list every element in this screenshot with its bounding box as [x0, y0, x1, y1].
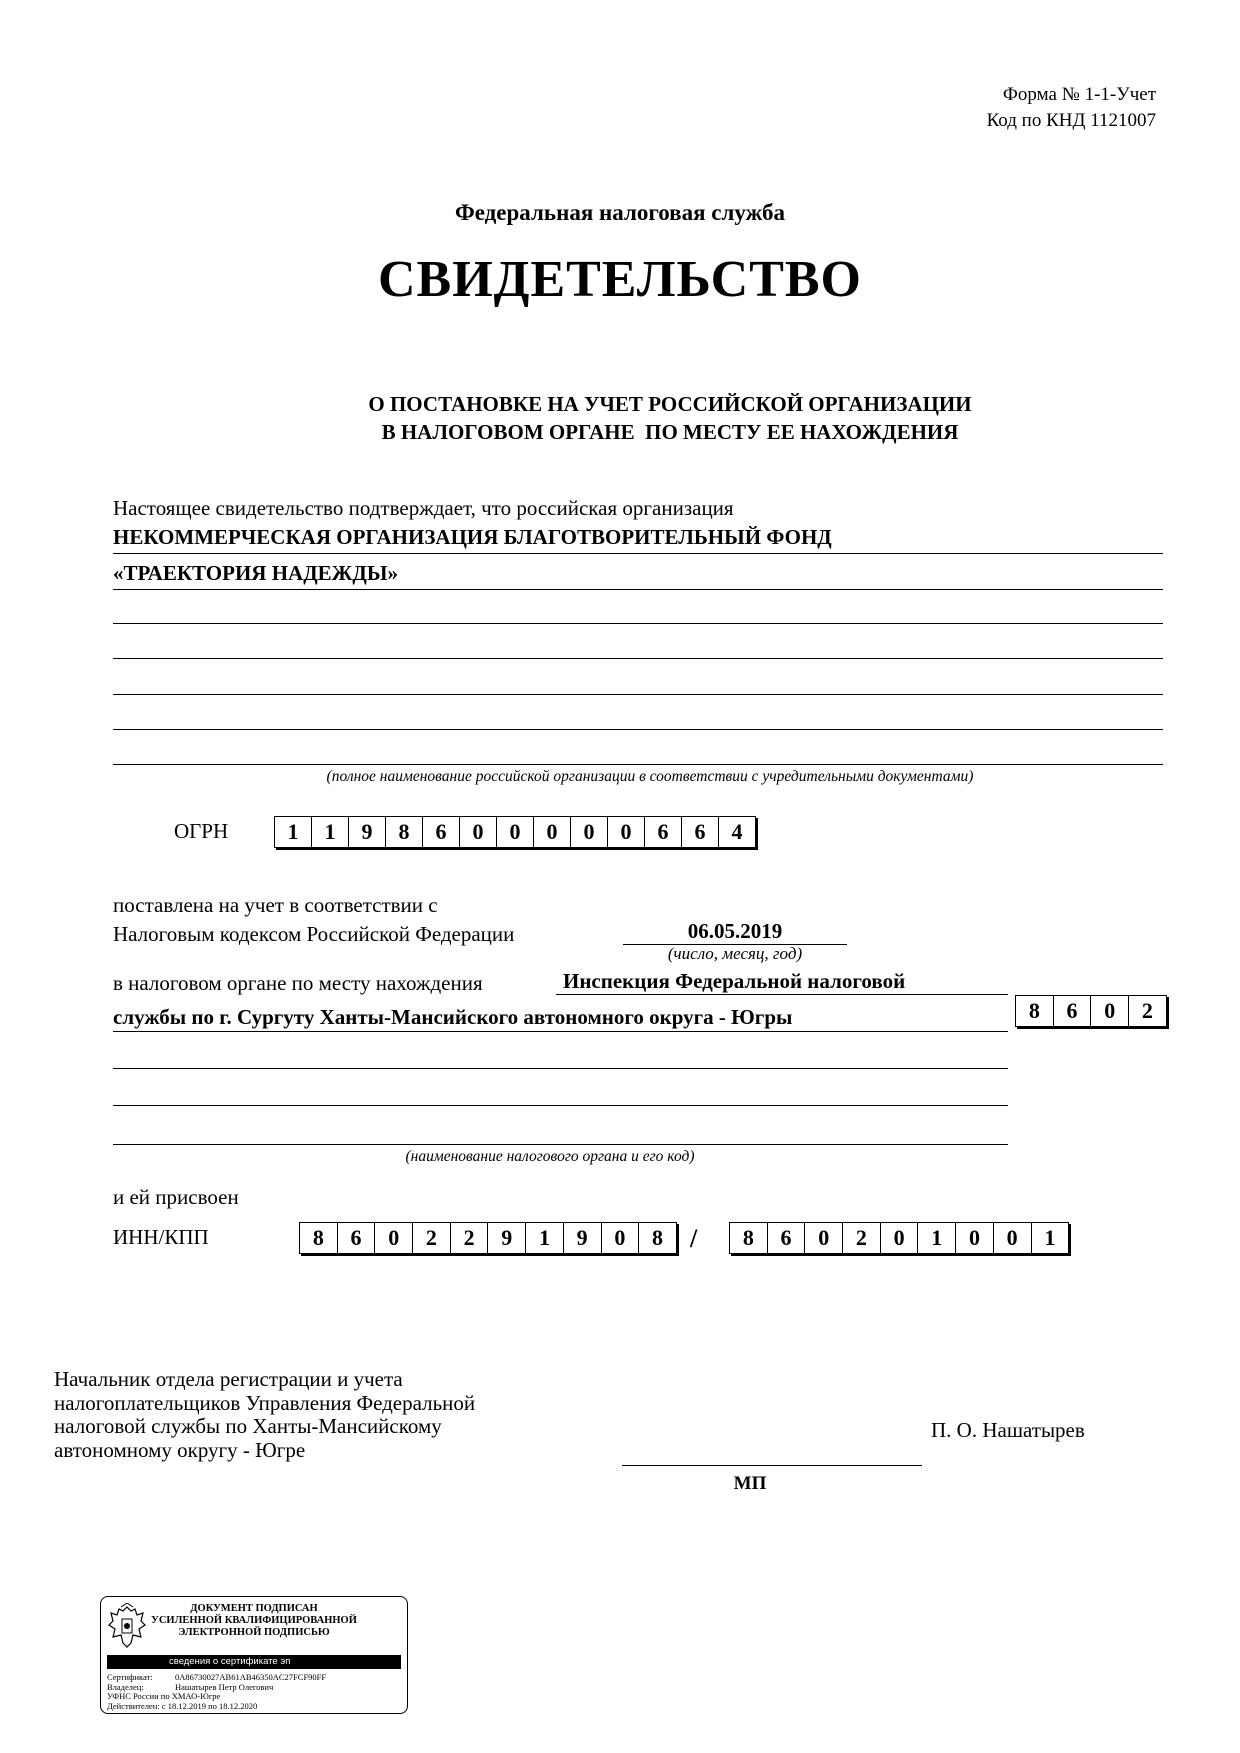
owner-value: Нашатырев Петр Олегович: [175, 1681, 274, 1692]
kpp-digit: 0: [956, 1223, 994, 1253]
ogrn-digit: 0: [460, 817, 497, 847]
org-line-6: [113, 729, 1163, 730]
ogrn-digit: 4: [719, 817, 756, 847]
ogrn-digit: 0: [497, 817, 534, 847]
signatory-position-line-2: налогоплательщиков Управления Федеральной: [54, 1390, 476, 1415]
signatory-position-line-1: Начальник отдела регистрации и учета: [54, 1367, 403, 1391]
owner-label: Владелец:: [107, 1681, 144, 1692]
kpp-digit: 2: [843, 1223, 881, 1253]
inn-digit: 9: [564, 1223, 602, 1253]
kpp-digit: 8: [730, 1223, 768, 1253]
tax-code-digit: 2: [1129, 996, 1167, 1026]
ogrn-digit: 0: [608, 817, 645, 847]
ogrn-digit: 8: [386, 817, 423, 847]
org-line-1: [113, 553, 1163, 554]
tax-line-5: [113, 1144, 1008, 1145]
registration-date: 06.05.2019: [687, 919, 783, 943]
tax-line-3: [113, 1068, 1008, 1069]
org-line-5: [113, 694, 1163, 695]
validity-label: Действителен:: [107, 1700, 160, 1711]
inn-digit: 6: [338, 1223, 376, 1253]
inn-boxes: [299, 1222, 677, 1254]
agency-name: Федеральная налоговая служба: [455, 200, 785, 225]
inn-digit: 0: [375, 1223, 413, 1253]
signature-line: [622, 1465, 922, 1466]
certificate-details: [107, 1673, 326, 1711]
certificate-label: Сертификат:: [107, 1672, 153, 1682]
certificate-value: 0A86730027AB61AB46350AC27FCF90FF: [175, 1672, 327, 1682]
certificate-info-bar: сведения о сертификате эп: [107, 1655, 401, 1669]
inn-digit: 8: [639, 1223, 677, 1253]
ogrn-digit: 0: [571, 817, 608, 847]
e-signature-stamp: [100, 1596, 408, 1714]
ogrn-digit: 0: [534, 817, 571, 847]
subtitle-line-2: В НАЛОГОВОМ ОРГАНЕ ПО МЕСТУ ЕЕ НАХОЖДЕНИЯ: [381, 420, 959, 444]
signatory-position-line-4: автономному округу - Югре: [54, 1437, 306, 1462]
stamp-title-line-1: ДОКУМЕНТ ПОДПИСАН: [190, 1603, 318, 1614]
organization-name-line-2: «ТРАЕКТОРИЯ НАДЕЖДЫ»: [113, 561, 398, 585]
kpp-digit: 0: [881, 1223, 919, 1253]
org-line-4: [113, 658, 1163, 659]
kpp-digit: 1: [918, 1223, 956, 1253]
tax-authority-name-line-1: Инспекция Федеральной налоговой: [563, 969, 906, 993]
kpp-digit: 0: [994, 1223, 1032, 1253]
kpp-digit: 0: [805, 1223, 843, 1253]
tax-authority-caption: (наименование налогового органа и его код): [405, 1148, 695, 1165]
tax-code-boxes: [1015, 995, 1167, 1027]
tax-line-4: [113, 1105, 1008, 1106]
ogrn-digit: 1: [275, 817, 312, 847]
ogrn-digit: 1: [312, 817, 349, 847]
tax-code-digit: 8: [1016, 996, 1054, 1026]
kpp-digit: 1: [1032, 1223, 1070, 1253]
inn-digit: 1: [526, 1223, 564, 1253]
seal-label: МП: [733, 1473, 767, 1494]
org-line-7: [113, 764, 1163, 765]
organization-name-line-1: НЕКОММЕРЧЕСКАЯ ОРГАНИЗАЦИЯ БЛАГОТВОРИТЕЛЬНЫЙ ФОНД: [113, 525, 832, 549]
intro-text: Настоящее свидетельство подтверждает, что российская организация: [113, 496, 734, 520]
validity-value: с 18.12.2019 по 18.12.2020: [161, 1700, 258, 1711]
ogrn-digit: 6: [423, 817, 460, 847]
inn-kpp-separator: /: [690, 1224, 698, 1253]
inn-digit: 0: [602, 1223, 640, 1253]
org-line-2: [113, 589, 1163, 590]
inn-digit: 2: [451, 1223, 489, 1253]
inn-digit: 8: [300, 1223, 338, 1253]
ogrn-digit: 9: [349, 817, 386, 847]
tax-line-1: [556, 994, 1008, 995]
signatory-position-line-3: налоговой службы по Ханты-Мансийскому: [54, 1414, 442, 1438]
ogrn-digit: 6: [682, 817, 719, 847]
stamp-title: [101, 1603, 407, 1639]
signatory-position: [54, 1368, 475, 1462]
ogrn-boxes: [274, 816, 756, 848]
page-title: СВИДЕТЕЛЬСТВО: [377, 251, 863, 308]
stamp-title-line-3: ЭЛЕКТРОННОЙ ПОДПИСЬЮ: [178, 1627, 330, 1638]
inn-kpp-label: ИНН/КПП: [113, 1225, 209, 1249]
tax-authority-name-line-2: службы по г. Сургуту Ханты-Мансийского автономного округа - Югры: [113, 1005, 793, 1029]
ogrn-label: ОГРН: [174, 819, 229, 843]
tax-code-digit: 6: [1054, 996, 1092, 1026]
signatory-name: П. О. Нашатырев: [931, 1418, 1085, 1442]
tax-line-2: [113, 1031, 1008, 1032]
registration-line-2: Налоговым кодексом Российской Федерации: [113, 922, 515, 946]
inn-digit: 2: [413, 1223, 451, 1253]
stamp-title-line-2: УСИЛЕННОЙ КВАЛИФИЦИРОВАННОЙ: [151, 1615, 357, 1626]
knd-code: Код по КНД 1121007: [986, 110, 1156, 131]
tax-authority-prefix: в налоговом органе по месту нахождения: [113, 971, 483, 995]
kpp-digit: 6: [768, 1223, 806, 1253]
registration-line-1: поставлена на учет в соответствии с: [113, 893, 438, 917]
ogrn-digit: 6: [645, 817, 682, 847]
kpp-boxes: [729, 1222, 1069, 1254]
assigned-label: и ей присвоен: [113, 1185, 239, 1209]
subtitle-line-1: О ПОСТАНОВКЕ НА УЧЕТ РОССИЙСКОЙ ОРГАНИЗАЦИИ: [368, 392, 972, 416]
inn-digit: 9: [488, 1223, 526, 1253]
tax-code-digit: 0: [1091, 996, 1129, 1026]
form-number: Форма № 1-1-Учет: [1002, 84, 1156, 105]
issuer-value: УФНС России по ХМАО-Югре: [107, 1691, 221, 1701]
org-line-3: [113, 623, 1163, 624]
organization-caption: (полное наименование российской организации в соответствии с учредительными документами): [326, 768, 974, 785]
date-caption: (число, месяц, год): [667, 944, 803, 963]
